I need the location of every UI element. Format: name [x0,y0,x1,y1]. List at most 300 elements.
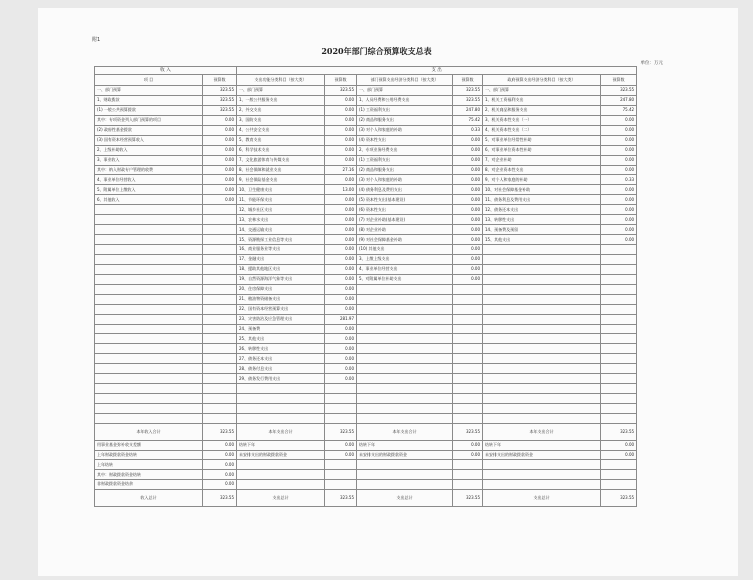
item-cell [237,384,325,394]
item-cell: 11、债务利息及费用支出 [483,195,601,205]
item-cell: 1、机关工资福利支出 [483,95,601,105]
budget-cell: 0.00 [453,135,483,145]
item-cell: 26、转移性支出 [237,344,325,354]
item-cell [95,364,203,374]
table-row [95,86,637,96]
budget-header: 预算数 [203,75,237,86]
item-cell [95,334,203,344]
item-cell: 其中：财政拨款资金结转 [95,470,203,480]
item-cell: 6、其他收入 [95,195,203,205]
item-cell [237,480,325,490]
item-cell [483,294,601,304]
budget-cell: 323.55 [453,95,483,105]
budget-cell: 0.00 [453,205,483,215]
budget-header: 预算数 [601,75,637,86]
item-cell: 3、国防支出 [237,115,325,125]
budget-cell: 323.55 [453,86,483,96]
table-row [95,105,637,115]
item-cell: 10、卫生健康支出 [237,185,325,195]
item-cell [483,324,601,334]
budget-cell [453,394,483,404]
item-cell: 本年支出合计 [237,423,325,440]
item-cell: 13、转移性支出 [483,215,601,225]
item-cell: 14、交通运输支出 [237,225,325,235]
item-cell: 4、公共安全支出 [237,125,325,135]
budget-cell: 0.00 [203,480,237,490]
budget-cell: 0.00 [203,470,237,480]
item-cell [95,215,203,225]
budget-cell [601,394,637,404]
budget-cell [325,480,357,490]
budget-cell [203,404,237,414]
budget-cell: 0.00 [453,225,483,235]
budget-header: 预算数 [453,75,483,86]
budget-cell [601,304,637,314]
budget-cell: 0.00 [601,450,637,460]
item-cell: 8、社会保障和就业支出 [237,165,325,175]
budget-cell [325,394,357,404]
item-cell [95,394,203,404]
item-cell: (4) 资本性支出 [357,135,453,145]
item-cell: 一、部门预算 [357,86,453,96]
item-cell [95,314,203,324]
budget-cell: 0.00 [601,125,637,135]
item-cell: 12、城乡社区支出 [237,205,325,215]
item-header: 项 目 [95,75,203,86]
budget-cell: 13.00 [325,185,357,195]
budget-cell [601,334,637,344]
item-cell: 15、其他支出 [483,235,601,245]
table-row [95,404,637,414]
budget-cell: 27.16 [325,165,357,175]
item-cell: 5、附属单位上缴收入 [95,185,203,195]
budget-cell: 0.00 [601,225,637,235]
budget-cell [453,334,483,344]
item-cell: 一、部门预算 [95,86,203,96]
item-cell: (3) 对个人和家庭的补助 [357,125,453,135]
item-cell: 23、灾害防治及应急管理支出 [237,314,325,324]
item-cell: 收入总计 [95,489,203,506]
budget-cell [203,294,237,304]
item-cell [95,413,203,423]
budget-cell [601,460,637,470]
item-cell [357,284,453,294]
item-cell: (10) 其他支出 [357,245,453,255]
item-cell: 结转下年 [483,440,601,450]
footer-row [95,440,637,450]
budget-cell: 0.00 [325,374,357,384]
budget-cell [601,404,637,414]
item-cell [483,264,601,274]
table-row [95,205,637,215]
item-cell: (3) 对个人和家庭的补助 [357,175,453,185]
budget-cell: 323.55 [203,95,237,105]
item-cell [95,235,203,245]
item-cell: (2) 商品和服务支出 [357,165,453,175]
item-cell [483,384,601,394]
table-row [95,394,637,404]
table-row [95,374,637,384]
budget-cell [601,284,637,294]
budget-cell [203,264,237,274]
item-cell: 17、金融支出 [237,254,325,264]
budget-cell [325,404,357,414]
budget-cell: 0.00 [453,215,483,225]
item-cell [95,264,203,274]
item-cell: 18、援助其他地区支出 [237,264,325,274]
item-cell [483,334,601,344]
item-cell: (6) 资本性支出 [357,205,453,215]
item-cell: 一、部门预算 [483,86,601,96]
item-cell: 本年支出合计 [357,423,453,440]
budget-cell [453,364,483,374]
budget-cell: 0.00 [453,235,483,245]
item-cell [357,304,453,314]
budget-cell: 0.00 [203,165,237,175]
item-cell: 28、债务付息支出 [237,364,325,374]
item-cell: 5、教育支出 [237,135,325,145]
budget-cell [453,404,483,414]
budget-cell: 75.42 [601,105,637,115]
budget-cell: 0.00 [203,135,237,145]
budget-cell [203,344,237,354]
item-cell [357,364,453,374]
budget-cell: 0.00 [203,460,237,470]
budget-cell: 323.55 [453,423,483,440]
item-cell [357,324,453,334]
item-cell: 2、上级补助收入 [95,145,203,155]
budget-cell: 0.00 [601,235,637,245]
budget-cell: 0.00 [325,125,357,135]
income-header: 收 入 [95,67,237,75]
budget-cell: 323.55 [601,423,637,440]
item-cell [95,205,203,215]
table-row [95,284,637,294]
item-cell: 10、对社会保障基金补助 [483,185,601,195]
budget-cell: 323.55 [203,86,237,96]
budget-cell: 0.00 [453,175,483,185]
budget-cell: 0.00 [325,105,357,115]
item-cell: (7) 对企业补助(基本建设) [357,215,453,225]
budget-cell: 0.00 [203,185,237,195]
budget-cell: 0.00 [325,254,357,264]
budget-cell: 0.00 [203,440,237,450]
budget-cell [601,245,637,255]
table-row [95,145,637,155]
item-cell: 7、文化旅游体育与传媒支出 [237,155,325,165]
item-cell: 25、其他支出 [237,334,325,344]
budget-cell: 0.00 [601,145,637,155]
header-group-row [95,67,637,75]
budget-cell [601,344,637,354]
item-cell [483,404,601,414]
budget-cell: 0.00 [325,95,357,105]
total-row [95,489,637,506]
budget-cell [601,364,637,374]
item-cell: (2) 政府性基金拨款 [95,125,203,135]
table-row [95,294,637,304]
item-cell [357,480,453,490]
item-cell [483,354,601,364]
table-row [95,95,637,105]
item-cell: (5) 资本性支出(基本建设) [357,195,453,205]
budget-cell: 0.00 [203,125,237,135]
budget-cell: 0.00 [453,264,483,274]
budget-cell: 0.00 [601,115,637,125]
budget-cell [203,245,237,255]
item-cell: 14、预备费及预留 [483,225,601,235]
budget-cell [601,324,637,334]
item-cell: 3、事业收入 [95,155,203,165]
budget-cell: 0.00 [601,185,637,195]
budget-cell [203,334,237,344]
item-cell: (1) 工资福利支出 [357,155,453,165]
budget-cell: 323.55 [325,423,357,440]
budget-cell [453,284,483,294]
item-cell: 用事业基金弥补收支差额 [95,440,203,450]
table-row [95,225,637,235]
budget-cell: 0.00 [325,175,357,185]
budget-cell [203,235,237,245]
item-cell: 上年结转 [95,460,203,470]
item-cell [237,404,325,414]
item-cell [237,413,325,423]
budget-cell: 0.00 [325,274,357,284]
item-cell [483,245,601,255]
budget-cell: 0.00 [601,195,637,205]
item-cell: (2) 商品和服务支出 [357,115,453,125]
budget-cell: 0.00 [601,155,637,165]
budget-cell [453,324,483,334]
budget-cell [203,205,237,215]
item-cell: 7、对企业补助 [483,155,601,165]
item-cell [357,334,453,344]
subtotal-row [95,423,637,440]
item-cell [483,304,601,314]
item-cell: 2、机关商品和服务支出 [483,105,601,115]
table-row [95,304,637,314]
item-cell: 2、外交支出 [237,105,325,115]
item-cell [483,470,601,480]
budget-cell: 0.00 [325,304,357,314]
table-row [95,354,637,364]
item-cell [483,364,601,374]
budget-cell: 0.00 [325,450,357,460]
item-cell: 3、机关资本性支出（一） [483,115,601,125]
budget-cell: 0.00 [601,135,637,145]
budget-cell: 0.00 [325,284,357,294]
budget-cell: 323.55 [601,489,637,506]
budget-cell: 0.00 [601,165,637,175]
budget-cell [203,364,237,374]
budget-cell: 0.00 [203,155,237,165]
item-cell: 15、资源勘探工业信息等支出 [237,235,325,245]
budget-cell [203,284,237,294]
budget-cell [601,274,637,284]
budget-cell: 0.00 [453,195,483,205]
func-class-header: 支出功能分类科目（按大类） [237,75,325,86]
item-cell: 支出总计 [357,489,453,506]
header-row [95,75,637,86]
item-cell [357,294,453,304]
item-cell: 4、事业单位经营支出 [357,264,453,274]
table-row [95,344,637,354]
budget-cell [453,294,483,304]
item-cell: 19、自然资源海洋气象等支出 [237,274,325,284]
table-row [95,384,637,394]
page-title: 2020年部门综合预算收支总表 [321,46,432,56]
item-cell [357,413,453,423]
budget-cell [203,254,237,264]
budget-cell [453,460,483,470]
budget-cell: 323.55 [203,489,237,506]
budget-cell [601,294,637,304]
table-row [95,175,637,185]
budget-cell [203,215,237,225]
budget-cell [453,374,483,384]
item-cell: (1) 一般公共预算拨款 [95,105,203,115]
budget-cell: 0.00 [325,195,357,205]
item-cell [357,394,453,404]
item-cell: 1、一般公共服务支出 [237,95,325,105]
budget-cell: 0.00 [453,165,483,175]
table-row [95,115,637,125]
budget-cell [601,254,637,264]
budget-cell [601,374,637,384]
budget-cell: 0.00 [325,334,357,344]
budget-cell [203,354,237,364]
item-cell: 一、部门预算 [237,86,325,96]
budget-cell [601,384,637,394]
budget-cell [203,374,237,384]
item-cell: 24、预备费 [237,324,325,334]
item-cell: 其中：纳入财政专户管理的收费 [95,165,203,175]
item-cell [95,254,203,264]
budget-cell: 323.55 [453,489,483,506]
budget-cell: 0.00 [325,205,357,215]
footer-row [95,480,637,490]
item-cell [95,274,203,284]
item-cell: 6、科学技术支出 [237,145,325,155]
budget-cell: 247.80 [601,95,637,105]
item-cell: 上年财政拨款资金结转 [95,450,203,460]
table-row [95,254,637,264]
expense-header: 支 出 [237,67,637,75]
item-cell: 21、粮油物资储备支出 [237,294,325,304]
item-cell [483,480,601,490]
budget-header: 预算数 [325,75,357,86]
budget-cell: 0.00 [325,364,357,374]
budget-cell [203,304,237,314]
table-row [95,135,637,145]
unit-label: 单位：万元 [640,61,663,66]
item-cell [95,245,203,255]
item-cell [357,314,453,324]
budget-cell [203,314,237,324]
budget-cell: 0.00 [325,155,357,165]
budget-cell [453,480,483,490]
budget-cell: 0.00 [325,145,357,155]
budget-cell [325,470,357,480]
item-cell [483,344,601,354]
table-row [95,165,637,175]
budget-cell [453,354,483,364]
item-cell [483,394,601,404]
item-cell: 结转下年 [357,440,453,450]
budget-cell: 0.00 [325,225,357,235]
table-row [95,264,637,274]
budget-cell [203,394,237,404]
budget-cell: 0.00 [601,440,637,450]
item-cell [95,225,203,235]
item-cell [95,324,203,334]
item-cell: 20、住房保障支出 [237,284,325,294]
budget-cell: 323.55 [325,86,357,96]
item-cell: (9) 对社会保障基金补助 [357,235,453,245]
item-cell: 1、财政拨款 [95,95,203,105]
item-cell: 本年收入合计 [95,423,203,440]
item-cell: 其中：专项资金列入部门预算的项目 [95,115,203,125]
budget-cell [203,413,237,423]
budget-table [94,66,637,507]
budget-cell: 281.97 [325,314,357,324]
footer-row [95,460,637,470]
budget-cell [325,413,357,423]
item-cell: 12、债务还本支出 [483,205,601,215]
item-cell: 未安排支出的财政拨款资金 [237,450,325,460]
item-cell: 5、对事业单位经常性补助 [483,135,601,145]
budget-cell: 0.00 [453,254,483,264]
item-cell [357,460,453,470]
budget-cell [601,264,637,274]
item-cell: 未安排支出的财政拨款资金 [357,450,453,460]
item-cell: (1) 工资福利支出 [357,105,453,115]
item-cell: 29、债务发行费用支出 [237,374,325,384]
item-cell: 结转下年 [237,440,325,450]
item-cell [483,254,601,264]
item-cell [95,384,203,394]
item-cell [95,354,203,364]
budget-cell: 0.00 [453,274,483,284]
budget-cell [203,225,237,235]
table-row [95,155,637,165]
budget-cell: 0.00 [453,450,483,460]
budget-cell: 0.00 [325,354,357,364]
item-cell: 2、专项业务经费支出 [357,145,453,155]
item-cell: 16、商业服务业等支出 [237,245,325,255]
item-cell [95,304,203,314]
budget-cell: 0.00 [203,145,237,155]
budget-cell [325,460,357,470]
item-cell: 6、对事业单位资本性补助 [483,145,601,155]
item-cell [237,470,325,480]
budget-cell [453,314,483,324]
item-cell: 3、上缴上级支出 [357,254,453,264]
budget-cell [453,344,483,354]
item-cell: 4、机关资本性支出（二） [483,125,601,135]
item-cell [357,404,453,414]
item-cell: 未安排支出的财政拨款资金 [483,450,601,460]
gov-class-header: 政府预算支出经济分类科目（按大类） [483,75,601,86]
budget-cell: 0.00 [203,115,237,125]
budget-cell: 323.55 [203,423,237,440]
table-row [95,125,637,135]
item-cell: 5、对附属单位补助支出 [357,274,453,284]
budget-cell [453,470,483,480]
item-cell: 支出总计 [237,489,325,506]
table-row [95,245,637,255]
budget-cell: 0.00 [325,215,357,225]
